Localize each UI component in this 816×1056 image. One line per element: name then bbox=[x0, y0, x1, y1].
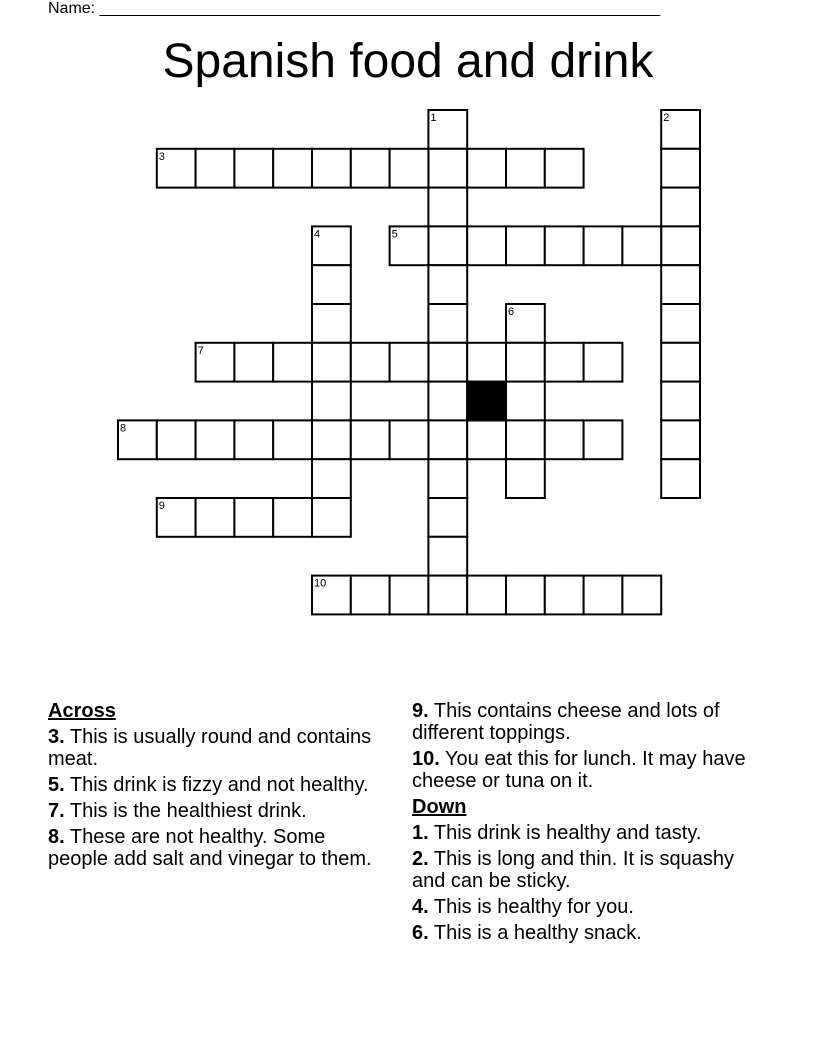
crossword-cell[interactable] bbox=[390, 576, 429, 615]
crossword-cell[interactable] bbox=[312, 343, 351, 382]
crossword-cell[interactable] bbox=[196, 149, 235, 188]
crossword-cell[interactable] bbox=[467, 420, 506, 459]
crossword-cell[interactable] bbox=[234, 149, 273, 188]
crossword-cell[interactable] bbox=[467, 576, 506, 615]
crossword-cell[interactable] bbox=[506, 576, 545, 615]
crossword-cell[interactable] bbox=[506, 226, 545, 265]
crossword-cell[interactable] bbox=[312, 498, 351, 537]
crossword-cell[interactable] bbox=[622, 576, 661, 615]
crossword-cell[interactable] bbox=[545, 226, 584, 265]
across-clue-3: 3. This is usually round and contains meat. bbox=[48, 726, 372, 770]
crossword-cell[interactable] bbox=[273, 420, 312, 459]
across-clue-9: 9. This contains cheese and lots of different toppings. bbox=[412, 700, 720, 744]
crossword-cell[interactable] bbox=[428, 382, 467, 421]
clue-number-9: 9 bbox=[158, 500, 165, 512]
crossword-cell[interactable] bbox=[428, 537, 467, 576]
clue-number-7: 7 bbox=[197, 344, 204, 357]
crossword-cell[interactable] bbox=[234, 498, 273, 537]
clue-number-5: 5 bbox=[391, 228, 398, 241]
crossword-cell[interactable] bbox=[157, 420, 196, 459]
crossword-cell[interactable] bbox=[428, 343, 467, 382]
crossword-cell[interactable] bbox=[196, 498, 235, 537]
down-clue-1: 1. This drink is healthy and tasty. bbox=[412, 822, 702, 844]
crossword-cell[interactable] bbox=[467, 149, 506, 188]
crossword-cell[interactable] bbox=[428, 420, 467, 459]
crossword-cell[interactable] bbox=[661, 304, 700, 343]
crossword-cell[interactable] bbox=[312, 459, 351, 498]
crossword-cell[interactable] bbox=[661, 382, 700, 421]
crossword-cell[interactable] bbox=[506, 343, 545, 382]
crossword-cell[interactable] bbox=[661, 265, 700, 304]
crossword-cell[interactable] bbox=[312, 265, 351, 304]
clues-right-column bbox=[412, 700, 752, 948]
crossword-cell[interactable] bbox=[661, 420, 700, 459]
crossword-cell[interactable] bbox=[234, 343, 273, 382]
down-clue-4: 4. This is healthy for you. bbox=[412, 896, 634, 918]
crossword-cell[interactable] bbox=[196, 420, 235, 459]
crossword-cell[interactable] bbox=[506, 459, 545, 498]
crossword-cell[interactable] bbox=[584, 226, 623, 265]
crossword-cell[interactable] bbox=[312, 149, 351, 188]
crossword-cell[interactable] bbox=[545, 420, 584, 459]
crossword-cell[interactable] bbox=[661, 343, 700, 382]
crossword-cell[interactable] bbox=[506, 149, 545, 188]
crossword-cell[interactable] bbox=[351, 420, 390, 459]
crossword-cell[interactable] bbox=[273, 343, 312, 382]
crossword-cell[interactable] bbox=[506, 420, 545, 459]
crossword-cell[interactable] bbox=[351, 576, 390, 615]
crossword-cell[interactable] bbox=[467, 226, 506, 265]
crossword-cell[interactable] bbox=[428, 188, 467, 227]
crossword-cell[interactable] bbox=[506, 382, 545, 421]
crossword-cell[interactable] bbox=[428, 498, 467, 537]
down-clue-2: 2. This is long and thin. It is squashy and can be sticky. bbox=[412, 848, 735, 892]
crossword-cell[interactable] bbox=[390, 149, 429, 188]
name-field-label: Name: _______________________________________________________________ bbox=[48, 0, 661, 17]
clue-number-8: 8 bbox=[120, 422, 127, 435]
across-heading: Across bbox=[48, 700, 116, 722]
crossword-cell[interactable] bbox=[390, 343, 429, 382]
crossword-cell[interactable] bbox=[428, 576, 467, 615]
crossword-cell[interactable] bbox=[584, 420, 623, 459]
crossword-cell[interactable] bbox=[661, 459, 700, 498]
crossword-cell[interactable] bbox=[390, 420, 429, 459]
crossword-cell[interactable] bbox=[273, 498, 312, 537]
clue-number-3: 3 bbox=[158, 150, 165, 163]
across-clue-7: 7. This is the healthiest drink. bbox=[48, 800, 307, 822]
crossword-cell[interactable] bbox=[428, 149, 467, 188]
crossword-cell[interactable] bbox=[661, 149, 700, 188]
down-clue-6: 6. This is a healthy snack. bbox=[412, 922, 642, 944]
crossword-cell[interactable] bbox=[661, 226, 700, 265]
crossword-cell[interactable] bbox=[312, 304, 351, 343]
blocked-cell bbox=[467, 382, 506, 421]
crossword-cell[interactable] bbox=[584, 343, 623, 382]
crossword-cell[interactable] bbox=[467, 343, 506, 382]
clues-left-column bbox=[48, 700, 378, 874]
down-heading: Down bbox=[412, 796, 467, 818]
clue-number-6: 6 bbox=[508, 306, 515, 318]
crossword-cell[interactable] bbox=[428, 226, 467, 265]
crossword-cell[interactable] bbox=[351, 149, 390, 188]
page-title: Spanish food and drink bbox=[162, 35, 654, 88]
crossword-cell[interactable] bbox=[661, 188, 700, 227]
clue-number-1: 1 bbox=[430, 112, 437, 124]
clue-number-4: 4 bbox=[314, 228, 321, 241]
crossword-cell[interactable] bbox=[545, 343, 584, 382]
across-clue-5: 5. This drink is fizzy and not healthy. bbox=[48, 774, 369, 796]
crossword-cell[interactable] bbox=[545, 149, 584, 188]
crossword-cell[interactable] bbox=[234, 420, 273, 459]
crossword-cell[interactable] bbox=[351, 343, 390, 382]
clue-number-2: 2 bbox=[663, 112, 670, 124]
crossword-cell[interactable] bbox=[312, 420, 351, 459]
crossword-cell[interactable] bbox=[312, 382, 351, 421]
crossword-cell[interactable] bbox=[428, 304, 467, 343]
crossword-cell[interactable] bbox=[584, 576, 623, 615]
crossword-cell[interactable] bbox=[273, 149, 312, 188]
crossword-cell[interactable] bbox=[622, 226, 661, 265]
crossword-cell[interactable] bbox=[545, 576, 584, 615]
crossword-cell[interactable] bbox=[428, 459, 467, 498]
across-clue-10: 10. You eat this for lunch. It may have cheese or tuna on it. bbox=[412, 748, 746, 792]
across-clue-8: 8. These are not healthy. Some people add salt and vinegar to them. bbox=[48, 826, 372, 870]
crossword-cell[interactable] bbox=[428, 265, 467, 304]
clue-number-10: 10 bbox=[314, 577, 327, 590]
